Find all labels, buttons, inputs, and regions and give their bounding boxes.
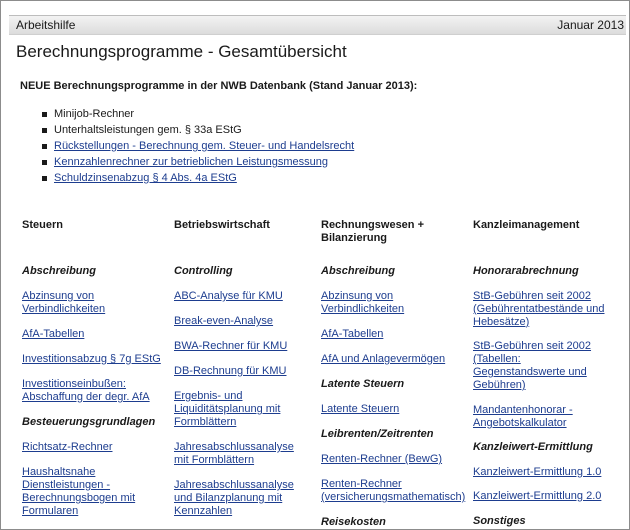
square-bullet-icon bbox=[42, 160, 47, 165]
link-mandantenhonorar[interactable]: Mandantenhonorar - Angebotskalkulator bbox=[473, 403, 573, 429]
column-heading-rechnungswesen-bilanzierung: Rechnungswesen + Bilanzierung bbox=[321, 219, 425, 244]
section-heading-reisekosten: Reisekosten bbox=[321, 516, 386, 528]
link-schuldzinsenabzug[interactable]: Schuldzinsenabzug § 4 Abs. 4a EStG bbox=[54, 172, 237, 184]
link-rueckstellungen[interactable]: Rückstellungen - Berechnung gem. Steuer- und Handelsrecht bbox=[54, 140, 355, 152]
new-program-minijob-rechner: Minijob-Rechner bbox=[54, 108, 135, 120]
new-program-item bbox=[40, 106, 354, 122]
document-type-label: Arbeitshilfe bbox=[16, 18, 76, 32]
column-kanzleimanagement bbox=[473, 219, 613, 528]
new-program-unterhaltsleistungen: Unterhaltsleistungen gem. § 33a EStG bbox=[54, 124, 242, 136]
new-program-item bbox=[40, 154, 354, 170]
link-kennzahlenrechner[interactable]: Kennzahlenrechner zur betrieblichen Leistungsmessung bbox=[54, 156, 328, 168]
new-program-item bbox=[40, 170, 354, 186]
column-betriebswirtschaft bbox=[174, 219, 302, 518]
new-program-item bbox=[40, 138, 354, 154]
new-programs-heading: NEUE Berechnungsprogramme in der NWB Datenbank (Stand Januar 2013): bbox=[20, 80, 418, 92]
column-steuern bbox=[22, 219, 167, 518]
square-bullet-icon bbox=[42, 128, 47, 133]
column-heading-betriebswirtschaft: Betriebswirtschaft bbox=[174, 219, 270, 231]
section-heading-abschreibung: Abschreibung bbox=[22, 265, 96, 277]
link-investitionseinbussen[interactable]: Investitionseinbußen: Abschaffung der degr. AfA bbox=[22, 378, 150, 403]
link-jahresabschlussanalyse-bilanzplanung[interactable]: Jahresabschlussanalyse und Bilanzplanung mit Kennzahlen bbox=[174, 479, 294, 517]
page-title: Berechnungsprogramme - Gesamtübersicht bbox=[16, 42, 347, 61]
link-abzinsung-von-verbindlichkeiten[interactable]: Abzinsung von Verbindlichkeiten bbox=[22, 290, 106, 315]
link-afa-tabellen[interactable]: AfA-Tabellen bbox=[22, 328, 85, 340]
link-renten-rechner-bewg[interactable]: Renten-Rechner (BewG) bbox=[321, 453, 443, 465]
square-bullet-icon bbox=[42, 144, 47, 149]
section-heading-leibrenten-zeitrenten: Leibrenten/Zeitrenten bbox=[321, 428, 434, 440]
section-heading-sonstiges: Sonstiges bbox=[473, 514, 526, 527]
column-heading-steuern: Steuern bbox=[22, 219, 63, 231]
link-investitionsabzug[interactable]: Investitionsabzug § 7g EStG bbox=[22, 353, 161, 365]
link-latente-steuern[interactable]: Latente Steuern bbox=[321, 403, 400, 415]
section-heading-besteuerungsgrundlagen: Besteuerungsgrundlagen bbox=[22, 416, 156, 428]
column-rechnungswesen-bilanzierung bbox=[321, 219, 471, 529]
section-heading-honorarabrechnung: Honorarabrechnung bbox=[473, 265, 579, 277]
column-heading-kanzleimanagement: Kanzleimanagement bbox=[473, 219, 580, 231]
link-kanzleiwert-ermittlung-1-0[interactable]: Kanzleiwert-Ermittlung 1.0 bbox=[473, 465, 602, 478]
section-heading-latente-steuern: Latente Steuern bbox=[321, 378, 405, 390]
square-bullet-icon bbox=[42, 112, 47, 117]
section-heading-controlling: Controlling bbox=[174, 265, 233, 277]
link-bwa-rechner[interactable]: BWA-Rechner für KMU bbox=[174, 340, 288, 352]
document-header-bar bbox=[9, 15, 626, 35]
link-abc-analyse[interactable]: ABC-Analyse für KMU bbox=[174, 290, 283, 302]
new-program-item bbox=[40, 122, 354, 138]
link-ergebnis-liquiditaetsplanung[interactable]: Ergebnis- und Liquiditätsplanung mit Formblättern bbox=[174, 390, 281, 428]
link-break-even-analyse[interactable]: Break-even-Analyse bbox=[174, 315, 274, 327]
link-abzinsung-von-verbindlichkeiten[interactable]: Abzinsung von Verbindlichkeiten bbox=[321, 290, 405, 315]
section-heading-kanzleiwert-ermittlung: Kanzleiwert-Ermittlung bbox=[473, 441, 593, 453]
document-date: Januar 2013 bbox=[557, 18, 624, 32]
link-haushaltsnahe-dienstleistungen[interactable]: Haushaltsnahe Dienstleistungen - Berechnungsbogen mit Formularen bbox=[22, 466, 136, 517]
link-afa-und-anlagevermoegen[interactable]: AfA und Anlagevermögen bbox=[321, 353, 446, 365]
square-bullet-icon bbox=[42, 176, 47, 181]
link-renten-rechner-versicherungsmathematisch[interactable]: Renten-Rechner (versicherungsmathematisch) bbox=[321, 478, 466, 503]
link-db-rechnung[interactable]: DB-Rechnung für KMU bbox=[174, 365, 287, 377]
link-afa-tabellen[interactable]: AfA-Tabellen bbox=[321, 328, 384, 340]
link-jahresabschlussanalyse-formblaetter[interactable]: Jahresabschlussanalyse mit Formblättern bbox=[174, 441, 294, 466]
new-programs-list bbox=[40, 106, 354, 186]
link-kanzleiwert-ermittlung-2-0[interactable]: Kanzleiwert-Ermittlung 2.0 bbox=[473, 490, 602, 502]
section-heading-abschreibung: Abschreibung bbox=[321, 265, 395, 277]
link-stb-gebuehren-gebuehrentatbestaende[interactable]: StB-Gebühren seit 2002 (Gebührentatbestände und Hebesätze) bbox=[473, 289, 605, 328]
link-richtsatz-rechner[interactable]: Richtsatz-Rechner bbox=[22, 441, 113, 453]
link-stb-gebuehren-tabellen[interactable]: StB-Gebühren seit 2002 (Tabellen: Gegenstandswerte und Gebühren) bbox=[473, 340, 592, 391]
